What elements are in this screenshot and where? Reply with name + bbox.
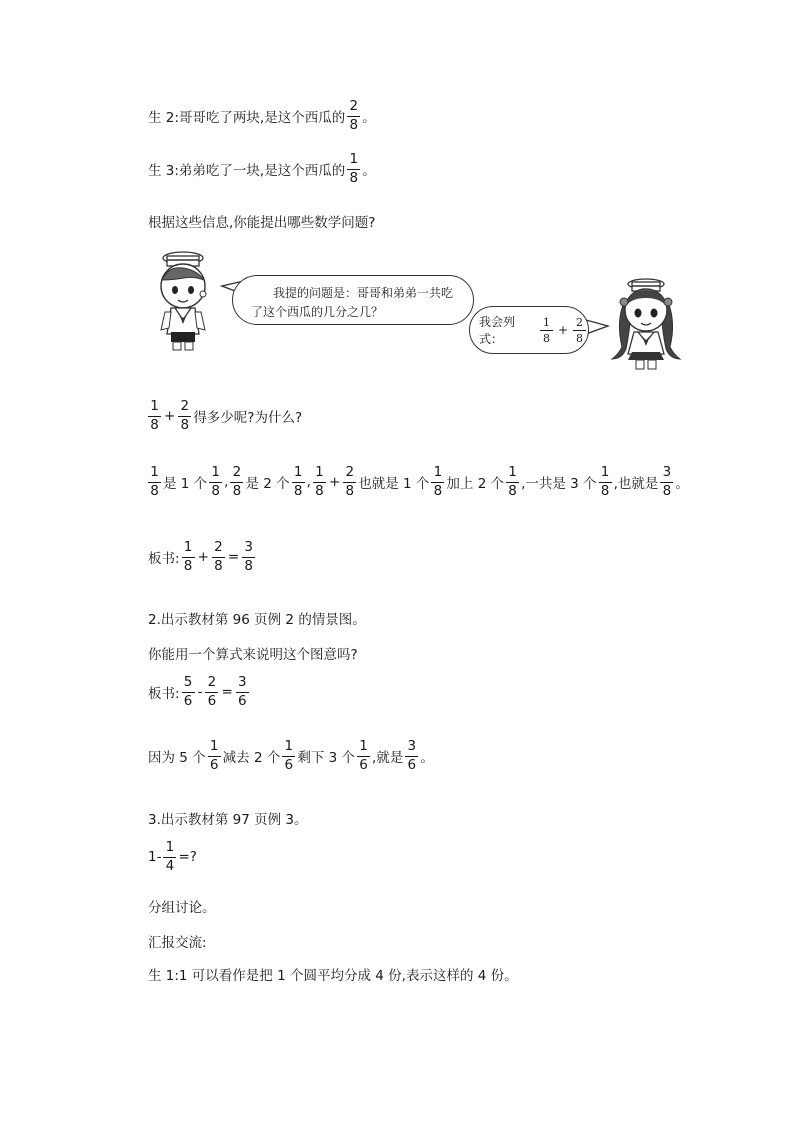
- line-student1: 生 1:1 可以看作是把 1 个圆平均分成 4 份,表示这样的 4 份。: [148, 968, 518, 984]
- fraction: $\frac{3}{8}$: [660, 466, 673, 498]
- fraction: $\frac{3}{6}$: [405, 740, 418, 772]
- fraction: $\frac{1}{8}$: [313, 466, 326, 498]
- fraction: $\frac{1}{6}$: [357, 740, 370, 772]
- fraction: $\frac{1}{8}$: [431, 466, 444, 498]
- fraction: $\frac{2}{8}$: [343, 466, 356, 498]
- line-student2: 生 2:哥哥吃了两块,是这个西瓜的 $\frac{2}{8}$ 。: [148, 98, 376, 133]
- fraction: $\frac{2}{8}$: [178, 400, 191, 432]
- report-exchange: 汇报交流:: [148, 935, 207, 951]
- fraction: $\frac{1}{8}$: [182, 541, 195, 573]
- item-3: 3.出示教材第 97 页例 3。: [148, 812, 308, 828]
- fraction: $\frac{2}{8}$: [347, 100, 360, 132]
- fraction: $\frac{1}{8}$: [599, 466, 612, 498]
- fraction: $\frac{2}{8}$: [573, 317, 586, 344]
- fraction: $\frac{3}{6}$: [236, 676, 249, 708]
- fraction: $\frac{1}{4}$: [163, 841, 176, 873]
- board-writing-2: 板书: $\frac{5}{6}$ - $\frac{2}{6}$ = $\frac{3}{6}$: [148, 676, 251, 708]
- line-explanation: $\frac{1}{8}$ 是 1 个 $\frac{1}{8}$ , $\frac{2}{8}$ 是 2 个 $\frac{1}{8}$ , $\frac{1}{8}$ + $\frac{2}{8}$ 也就是 1 个 $\frac{1}{8}$ 加上 2 个 $\frac{1}{8}$ ,一共是 3 个 $\frac{1}{8}$ ,也就是 $\frac{3}{8}$ 。: [148, 466, 689, 498]
- fraction: $\frac{2}{8}$: [230, 466, 243, 498]
- line-student3: 生 3:弟弟吃了一块,是这个西瓜的 $\frac{1}{8}$ 。: [148, 151, 376, 186]
- line-sum-question: $\frac{1}{8}$ + $\frac{2}{8}$ 得多少呢?为什么?: [148, 400, 302, 432]
- fraction: $\frac{5}{6}$: [182, 676, 195, 708]
- fraction: $\frac{3}{8}$: [242, 541, 255, 573]
- fraction: $\frac{2}{6}$: [205, 676, 218, 708]
- girl-illustration: [604, 272, 694, 372]
- fraction: $\frac{1}{8}$: [209, 466, 222, 498]
- boy-illustration: [145, 248, 220, 353]
- fraction: $\frac{1}{8}$: [540, 317, 553, 344]
- item-2-question: 你能用一个算式来说明这个图意吗?: [148, 647, 358, 663]
- fraction: $\frac{1}{8}$: [506, 466, 519, 498]
- fraction: $\frac{1}{8}$: [347, 153, 360, 185]
- item-2: 2.出示教材第 96 页例 2 的情景图。: [148, 612, 366, 628]
- fraction: $\frac{1}{8}$: [148, 466, 161, 498]
- fraction: $\frac{1}{6}$: [208, 740, 221, 772]
- board-writing-1: 板书: $\frac{1}{8}$ + $\frac{2}{8}$ = $\frac{3}{8}$: [148, 541, 257, 573]
- line-because: 因为 5 个 $\frac{1}{6}$ 减去 2 个 $\frac{1}{6}$ 剩下 3 个 $\frac{1}{6}$ ,就是 $\frac{3}{6}$ 。: [148, 738, 434, 773]
- fraction: $\frac{1}{8}$: [148, 400, 161, 432]
- question-line: 根据这些信息,你能提出哪些数学问题?: [148, 215, 376, 231]
- group-discussion: 分组讨论。: [148, 900, 216, 916]
- expression-3: 1- $\frac{1}{4}$ =?: [148, 839, 197, 874]
- fraction: $\frac{1}{8}$: [292, 466, 305, 498]
- fraction: $\frac{1}{6}$: [282, 740, 295, 772]
- speech-bubble-left: 我提的问题是：哥哥和弟弟一共吃 了这个西瓜的几分之几？: [232, 275, 474, 325]
- fraction: $\frac{2}{8}$: [212, 541, 225, 573]
- speech-bubble-right: 我会列式： $\frac{1}{8}$ + $\frac{2}{8}$: [469, 306, 589, 354]
